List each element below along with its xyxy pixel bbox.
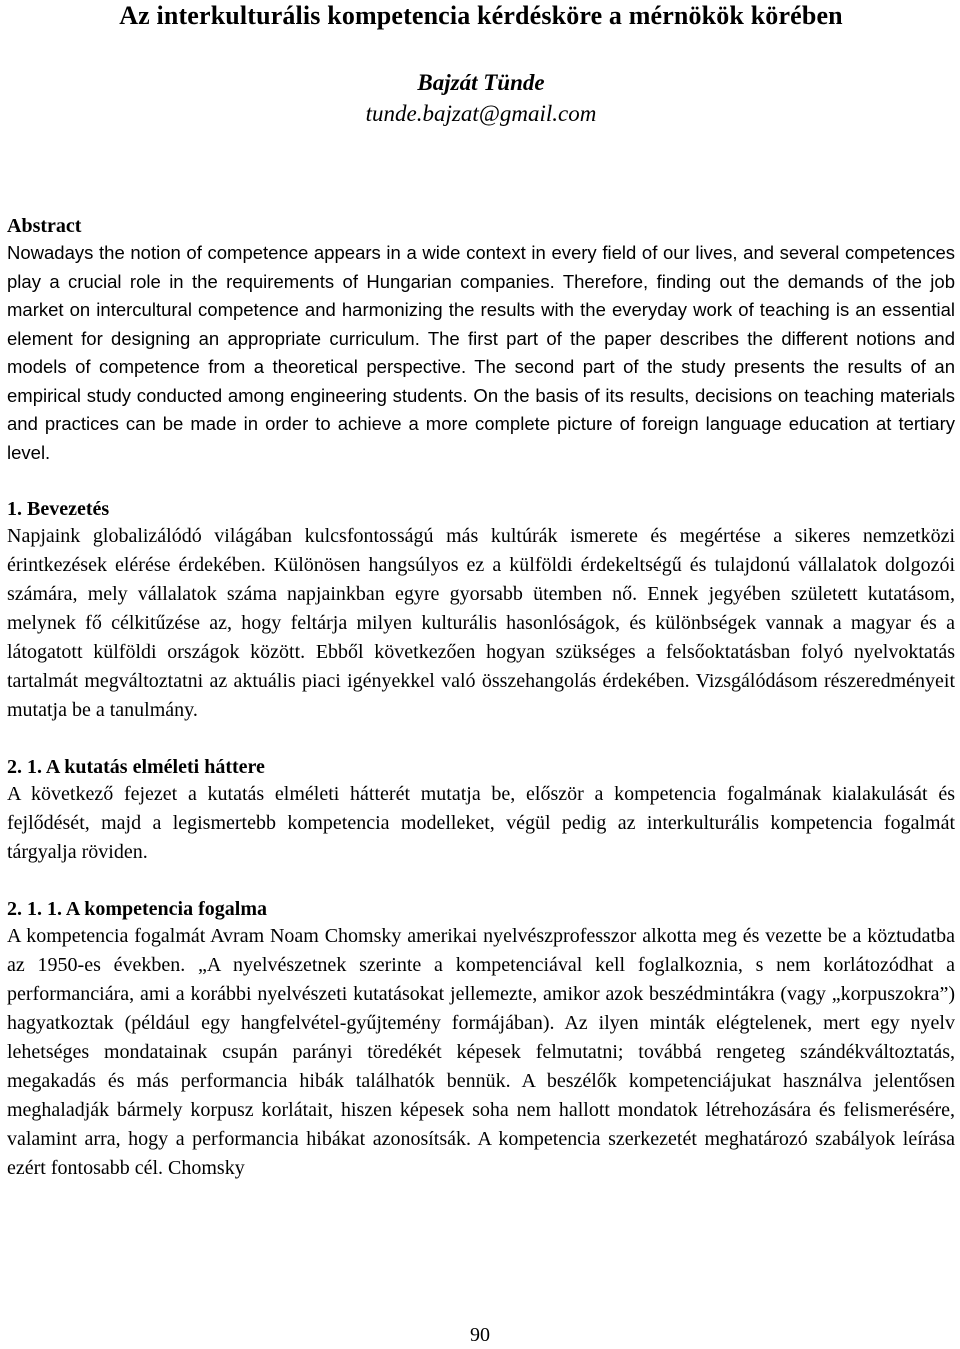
- author-block: [7, 68, 955, 129]
- abstract-section: [7, 213, 955, 467]
- section-theoretical-background: [7, 754, 955, 867]
- section-heading: 1. Bevezetés: [7, 498, 110, 520]
- paper-page: [7, 0, 955, 1183]
- section-paragraph: Napjaink globalizálódó világában kulcsfontosságú más kultúrák ismerete és megértése a sikeres nemzetközi érintkezések elérése érdekében. Különösen hangsúlyos ez a külföldi érdekeltségű és tulajdonú vállalatok dolgozói számára, mely vállalatok száma napjainkban egyre gyorsabb ütemben nő. Ennek jegyében született kutatásom, melynek fő célkitűzése az, hogy feltárja milyen kulturális hasonlóságok, és különbségek vannak a magyar és a látogatott külföldi országok között. Ebből következően hogyan szükséges a felsőoktatásban folyó nyelvoktatás tartalmát megváltoztatni az aktuális piaci igényekkel való összehangolás érdekében. Vizsgálódásom részeredményeit mutatja be a tanulmány.: [7, 525, 955, 721]
- abstract-heading: Abstract: [7, 215, 82, 237]
- section-competence-concept: [7, 896, 955, 1183]
- author-name: Bajzát Tünde: [417, 70, 545, 95]
- paper-title: Az interkulturális kompetencia kérdésköre a mérnökök körében: [119, 1, 843, 30]
- section-heading: 2. 1. 1. A kompetencia fogalma: [7, 898, 267, 920]
- author-email: tunde.bajzat@gmail.com: [365, 101, 597, 126]
- section-paragraph: A következő fejezet a kutatás elméleti hátterét mutatja be, először a kompetencia fogalmának kialakulását és fejlődését, majd a legismertebb kompetencia modelleket, végül pedig az interkulturális kompetencia fogalmát tárgyalja röviden.: [7, 783, 955, 863]
- section-paragraph: A kompetencia fogalmát Avram Noam Chomsky amerikai nyelvészprofesszor alkotta meg és vezette be a köztudatba az 1950-es években. „A nyelvészetnek szerinte a kompetenciával kell foglalkoznia, s nem korlátozódhat a performanciára, ami a korábbi nyelvészeti kutatásokat jellemezte, amikor azok beszédmintákra (vagy „korpuszokra”) hagyatkoztak (például egy hangfelvétel-gyűjtemény formájában). Az ilyen minták elégtelenek, mert egy nyelv lehetséges mondatainak csupán parányi töredékét képesek felmutatni; továbbá rengeteg szándékváltoztatás, megakadás és más performancia hibák találhatók bennük. A beszélők kompetenciájukat használva jelentősen meghaladják bármely korpusz korlátait, hiszen képesek soha nem hallott mondatok létrehozására és felismerésére, valamint arra, hogy a performancia hibákat azonosítsák. A kompetencia szerkezetét meghatározó szabályok leírása ezért fontosabb cél. Chomsky: [7, 925, 955, 1179]
- section-heading: 2. 1. A kutatás elméleti háttere: [7, 756, 265, 778]
- abstract-text: Nowadays the notion of competence appears in a wide context in every field of our lives, and several competences play a crucial role in the requirements of Hungarian companies. Therefore, finding out the demands of the job market on intercultural competence and harmonizing the results with the everyday work of teaching is an essential element for designing an appropriate curriculum. The first part of the paper describes the different notions and models of competence from a theoretical perspective. The second part of the study presents the results of an empirical study conducted among engineering students. On the basis of its results, decisions on teaching materials and practices can be made in order to achieve a more complete picture of foreign language education at tertiary level.: [7, 242, 955, 463]
- page-number: 90: [470, 1324, 490, 1346]
- section-introduction: [7, 496, 955, 725]
